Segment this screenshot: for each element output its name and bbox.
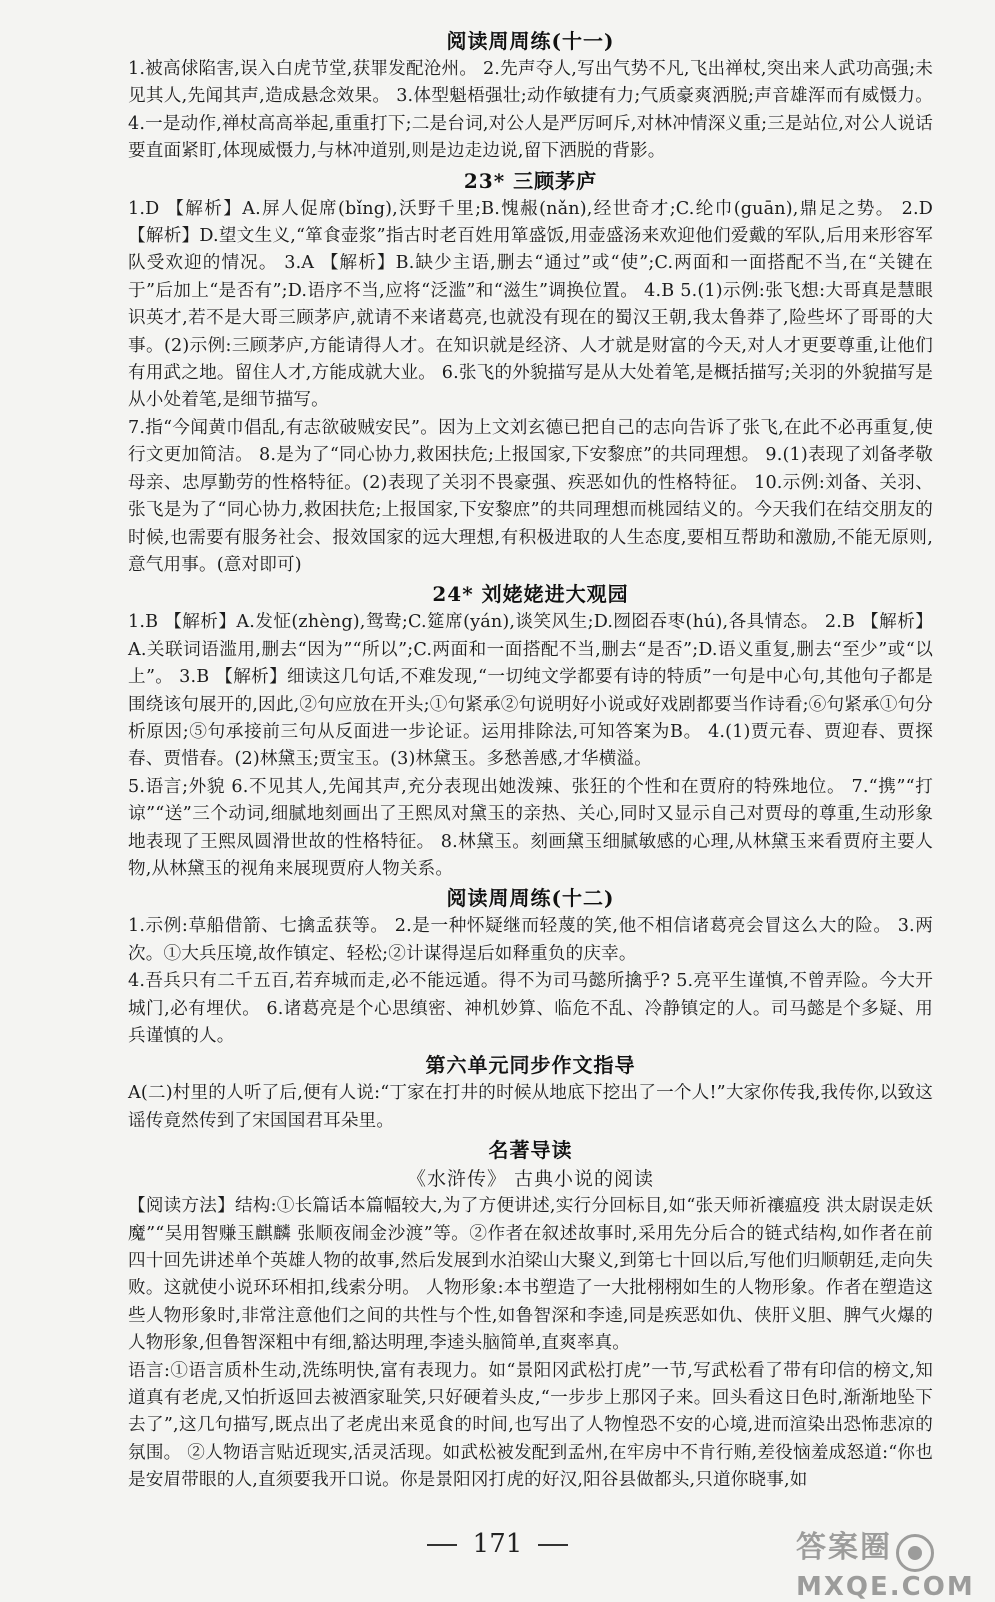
footer-dash-left: [427, 1544, 457, 1546]
section-title: 名著导读: [488, 1138, 573, 1163]
site-watermark: [796, 1522, 981, 1602]
answer-paragraph: 语言:①语言质朴生动,洗练明快,富有表现力。如“景阳冈武松打虎”一节,写武松看了带有印信的榜文,知道真有老虎,又怕折返回去被酒家耻笑,只好硬着头皮,“一步步上那冈子来。回头看这日色时,渐渐地坠下去了”,这几句描写,既点出了老虎出来觅食的时间,也写出了人物惶恐不安的心境,进而渲染出恐怖悲凉的氛围。 ②人物语言贴近现实,活灵活现。如武松被发配到孟州,在牢房中不肯行贿,差役恼羞成怒道:“你也是安眉带眼的人,直须要我开口说。你是景阳冈打虎的好汉,阳谷县做都头,只道你晓事,如: [128, 1360, 933, 1491]
answer-paragraph: 1.被高俅陷害,误入白虎节堂,获罪发配沧州。 2.先声夺人,写出气势不凡,飞出禅杖,突出来人武功高强;未见其人,先闻其声,造成悬念效果。 3.体型魁梧强壮;动作敏捷有力;气质豪爽洒脱;声音雄浑而有威慑力。 4.一是动作,禅杖高高举起,重重打下;二是台词,对公人是严厉呵斥,对林冲情深义重;三是站位,对公人说话要直面紧盯,体现威慑力,与林冲道别,则是边走边说,留下洒脱的背影。: [128, 59, 933, 162]
section-title: 24* 刘姥姥进大观园: [432, 582, 629, 607]
footer-dash-right: [538, 1544, 568, 1546]
answer-paragraph: A(二)村里的人听了后,便有人说:“丁家在打井的时候从地底下挖出了一个人!”大家你传我,我传你,以致这谣传竟然传到了宋国国君耳朵里。: [128, 1083, 933, 1131]
section-title: 23* 三顾茅庐: [463, 168, 598, 193]
watermark-badge-icon: [896, 1534, 934, 1572]
answer-paragraph: 4.吾兵只有二千五百,若弃城而走,必不能远遁。得不为司马懿所擒乎? 5.亮平生谨慎,不曾弄险。今大开城门,必有埋伏。 6.诸葛亮是个心思缜密、神机妙算、临危不乱、冷静镇定的人。司马懿是个多疑、用兵谨慎的人。: [128, 971, 933, 1046]
page-number: 171: [472, 1529, 523, 1559]
section-title: 阅读周周练(十一): [446, 29, 615, 53]
watermark-text-cn: 答案圈: [796, 1530, 892, 1565]
answer-paragraph: 5.语言;外貌 6.不见其人,先闻其声,充分表现出她泼辣、张狂的个性和在贾府的特殊地位。 7.“携”“打谅”“送”三个动词,细腻地刻画出了王熙凤对黛玉的亲热、关心,同时又显示自己对贾母的尊重,生动形象地表现了王熙凤圆滑世故的性格特征。 8.林黛玉。刻画黛玉细腻敏感的心理,从林黛玉来看贾府主要人物,从林黛玉的视角来展现贾府人物关系。: [128, 776, 933, 879]
watermark-text-en: MXQE.COM: [796, 1571, 975, 1602]
answer-paragraph: 1.D 【解析】A.屏人促席(bǐng),沃野千里;B.愧赧(nǎn),经世奇才;C.纶巾(guān),鼎足之势。 2.D 【解析】D.望文生义,“箪食壶浆”指古时老百姓用箪盛饭,用壶盛汤来欢迎他们爱戴的军队,后用来形容军队受欢迎的情况。 3.A 【解析】B.缺少主语,删去“通过”或“使”;C.两面和一面搭配不当,在“关键在于”后加上“是否有”;D.语序不当,应将“泛滥”和“滋生”调换位置。 4.B 5.(1)示例:张飞想:大哥真是慧眼识英才,若不是大哥三顾茅庐,就请不来诸葛亮,也就没有现在的蜀汉王朝,我太鲁莽了,险些坏了哥哥的大事。(2)示例:三顾茅庐,方能请得人才。在知识就是经济、人才就是财富的今天,对人才更要尊重,让他们有用武之地。留住人才,方能成就大业。 6.张飞的外貌描写是从大处着笔,是概括描写;关羽的外貌描写是从小处着笔,是细节描写。: [128, 198, 933, 411]
answer-paragraph: 1.B 【解析】A.发怔(zhèng),鸳鸯;C.筵席(yán),谈笑风生;D.囫囵吞枣(hú),各具情态。 2.B 【解析】A.关联词语滥用,删去“因为”“所以”;C.两面和一面搭配不当,删去“是否”;D.语义重复,删去“至少”或“以上”。 3.B 【解析】细读这几句话,不难发现,“一切纯文学都要有诗的特质”一句是中心句,其他句子都是围绕该句展开的,因此,②句应放在开头;①句紧承②句说明好小说或好戏剧都要当作诗看;⑥句紧承①句分析原因;⑤句承接前三句从反面进一步论证。运用排除法,可知答案为B。 4.(1)贾元春、贾迎春、贾探春、贾惜春。(2)林黛玉;贾宝玉。(3)林黛玉。多愁善感,才华横溢。: [128, 612, 933, 770]
answer-paragraph: 1.示例:草船借箭、七擒孟获等。 2.是一种怀疑继而轻蔑的笑,他不相信诸葛亮会冒这么大的险。 3.两次。①大兵压境,故作镇定、轻松;②计谋得逞后如释重负的庆幸。: [128, 916, 933, 964]
section-subtitle: 《水浒传》 古典小说的阅读: [406, 1168, 655, 1191]
answer-paragraph: 【阅读方法】结构:①长篇话本篇幅较大,为了方便讲述,实行分回标目,如“张天师祈禳瘟疫 洪太尉误走妖魔”“吴用智赚玉麒麟 张顺夜闹金沙渡”等。②作者在叙述故事时,采用先分后合的链式结构,如作者在前四十回先讲述单个英雄人物的故事,然后发展到水泊梁山大聚义,到第七十回以后,写他们归顺朝廷,走向失败。这就使小说环环相扣,线索分明。 人物形象:本书塑造了一大批栩栩如生的人物形象。作者在塑造这些人物形象时,非常注意他们之间的共性与个性,如鲁智深和李逵,同是疾恶如仇、侠肝义胆、脾气火爆的人物形象,但鲁智深粗中有细,豁达明理,李逵头脑简单,直爽率真。: [128, 1196, 933, 1354]
section-title: 第六单元同步作文指导: [425, 1053, 636, 1078]
answer-paragraph: 7.指“今闻黄巾倡乱,有志欲破贼安民”。因为上文刘玄德已把自己的志向告诉了张飞,在此不必再重复,使行文更加简洁。 8.是为了“同心协力,救困扶危;上报国家,下安黎庶”的共同理想。 9.(1)表现了刘备孝敬母亲、忠厚勤劳的性格特征。(2)表现了关羽不畏豪强、疾恶如仇的性格特征。 10.示例:刘备、关羽、张飞是为了“同心协力,救困扶危;上报国家,下安黎庶”的共同理想而桃园结义的。今天我们在结交朋友的时候,也需要有服务社会、报效国家的远大理想,有积极进取的人生态度,要相互帮助和激励,不能无原则,意气用事。(意对即可): [128, 417, 933, 575]
section-title: 阅读周周练(十二): [446, 886, 615, 911]
